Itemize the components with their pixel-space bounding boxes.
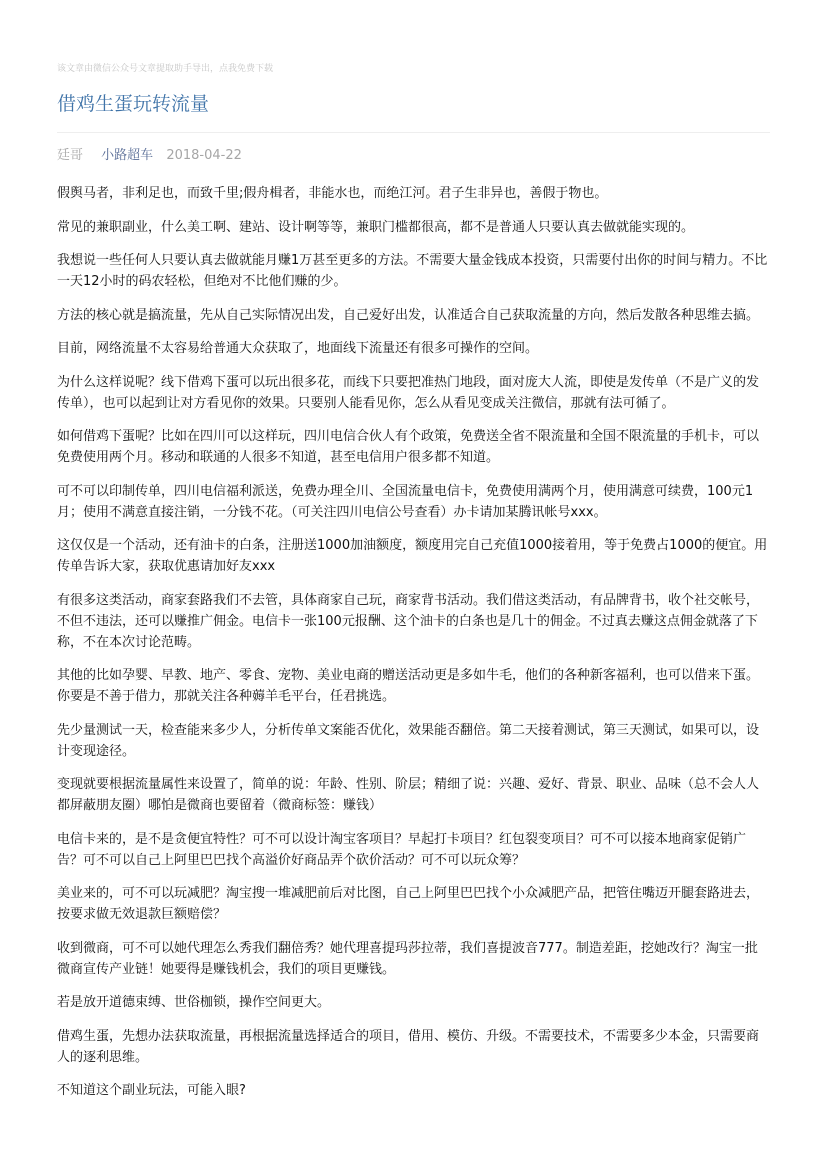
paragraph: 有很多这类活动，商家套路我们不去管，具体商家自己玩，商家背书活动。我们借这类活动，有品牌背书，收个社交帐号，不但不违法，还可以赚推广佣金。电信卡一张100元报酬、这个油卡的白条也是几十的佣金。不过真去赚这点佣金就落了下称，不在本次讨论范畴。	[57, 592, 760, 650]
paragraph: 其他的比如孕婴、早教、地产、零食、宠物、美业电商的赠送活动更是多如牛毛，他们的各种新客福利，也可以借来下蛋。你要是不善于借力，那就关注各种薅羊毛平台，任君挑选。	[57, 668, 760, 704]
paragraph: 为什么这样说呢？线下借鸡下蛋可以玩出很多花，而线下只要把准热门地段，面对庞大人流，即使是发传单（不是广义的发传单），也可以起到让对方看见你的效果。只要别人能看见你，怎么从看见变成关注微信，那就有法可循了。	[57, 374, 760, 411]
paragraph: 不知道这个副业玩法，可能入眼?	[57, 1083, 246, 1098]
paragraph: 先少量测试一天，检查能来多少人，分析传单文案能否优化，效果能否翻倍。第二天接着测试，第三天测试，如果可以，设计变现途径。	[57, 722, 760, 759]
export-notice-link[interactable]: 该文章由微信公众号文章提取助手导出，点我免费下载	[57, 64, 274, 74]
article-meta	[57, 147, 770, 165]
article-title: 借鸡生蛋玩转流量	[57, 92, 770, 133]
paragraph: 假舆马者，非利足也，而致千里;假舟楫者，非能水也，而绝江河。君子生非异也，善假于物也。	[57, 186, 608, 201]
paragraph: 这仅仅是一个活动，还有油卡的白条，注册送1000加油额度，额度用完自己充值1000接着用，等于免费占1000的便宜。用传单告诉大家，获取优惠请加好友xxx	[57, 538, 768, 574]
paragraph: 变现就要根据流量属性来设置了，简单的说：年龄、性别、阶层；精细了说：兴趣、爱好、背景、职业、品味（总不会人人都屏蔽朋友圈）哪怕是微商也要留着（微商标签：赚钱）	[57, 777, 760, 813]
paragraph: 可不可以印制传单，四川电信福利派送，免费办理全川、全国流量电信卡，免费使用满两个月，使用满意可续费，100元1月；使用不满意直接注销，一分钱不花。（可关注四川电信公号查看）办卡请加某腾讯帐号xxx。	[57, 483, 754, 520]
paragraph: 美业来的，可不可以玩减肥？淘宝搜一堆减肥前后对比图，自己上阿里巴巴找个小众减肥产品，把管住嘴迈开腿套路进去，按要求做无效退款巨额赔偿？	[57, 886, 760, 922]
paragraph: 我想说一些任何人只要认真去做就能月赚1万甚至更多的方法。不需要大量金钱成本投资，只需要付出你的时间与精力。不比一天12小时的码农轻松，但绝对不比他们赚的少。	[57, 253, 768, 289]
paragraph: 方法的核心就是搞流量，先从自己实际情况出发，自己爱好出发，认准适合自己获取流量的方向，然后发散各种思维去搞。	[57, 307, 760, 323]
article-page	[57, 56, 770, 1114]
paragraph: 常见的兼职副业，什么美工啊、建站、设计啊等等，兼职门槛都很高，都不是普通人只要认真去做就能实现的。	[57, 219, 695, 235]
paragraph: 目前，网络流量不太容易给普通大众获取了，地面线下流量还有很多可操作的空间。	[57, 341, 539, 356]
account-name-link[interactable]: 小路超车	[101, 148, 154, 163]
paragraph: 电信卡来的，是不是贪便宜特性？可不可以设计淘宝客项目？早起打卡项目？红包裂变项目？可不可以接本地商家促销广告？可不可以自己上阿里巴巴找个高溢价好商品弄个砍价活动？可不可以玩众筹？	[57, 831, 747, 868]
paragraph: 借鸡生蛋，先想办法获取流量，再根据流量选择适合的项目，借用、模仿、升级。不需要技术，不需要多少本金，只需要商人的逐利思维。	[57, 1028, 760, 1065]
author-name: 廷哥	[57, 148, 84, 163]
article-content	[57, 183, 770, 1101]
paragraph: 收到微商，可不可以她代理怎么秀我们翻倍秀？她代理喜提玛莎拉蒂，我们喜提波音777。制造差距，挖她改行？淘宝一批微商宣传产业链！她要得是赚钱机会，我们的项目更赚钱。	[57, 940, 758, 977]
publish-date: 2018-04-22	[166, 148, 242, 163]
paragraph: 若是放开道德束缚、世俗枷锁，操作空间更大。	[57, 995, 331, 1010]
paragraph: 如何借鸡下蛋呢？比如在四川可以这样玩，四川电信合伙人有个政策，免费送全省不限流量和全国不限流量的手机卡，可以免费使用两个月。移动和联通的人很多不知道，甚至电信用户很多都不知道。	[57, 429, 760, 465]
